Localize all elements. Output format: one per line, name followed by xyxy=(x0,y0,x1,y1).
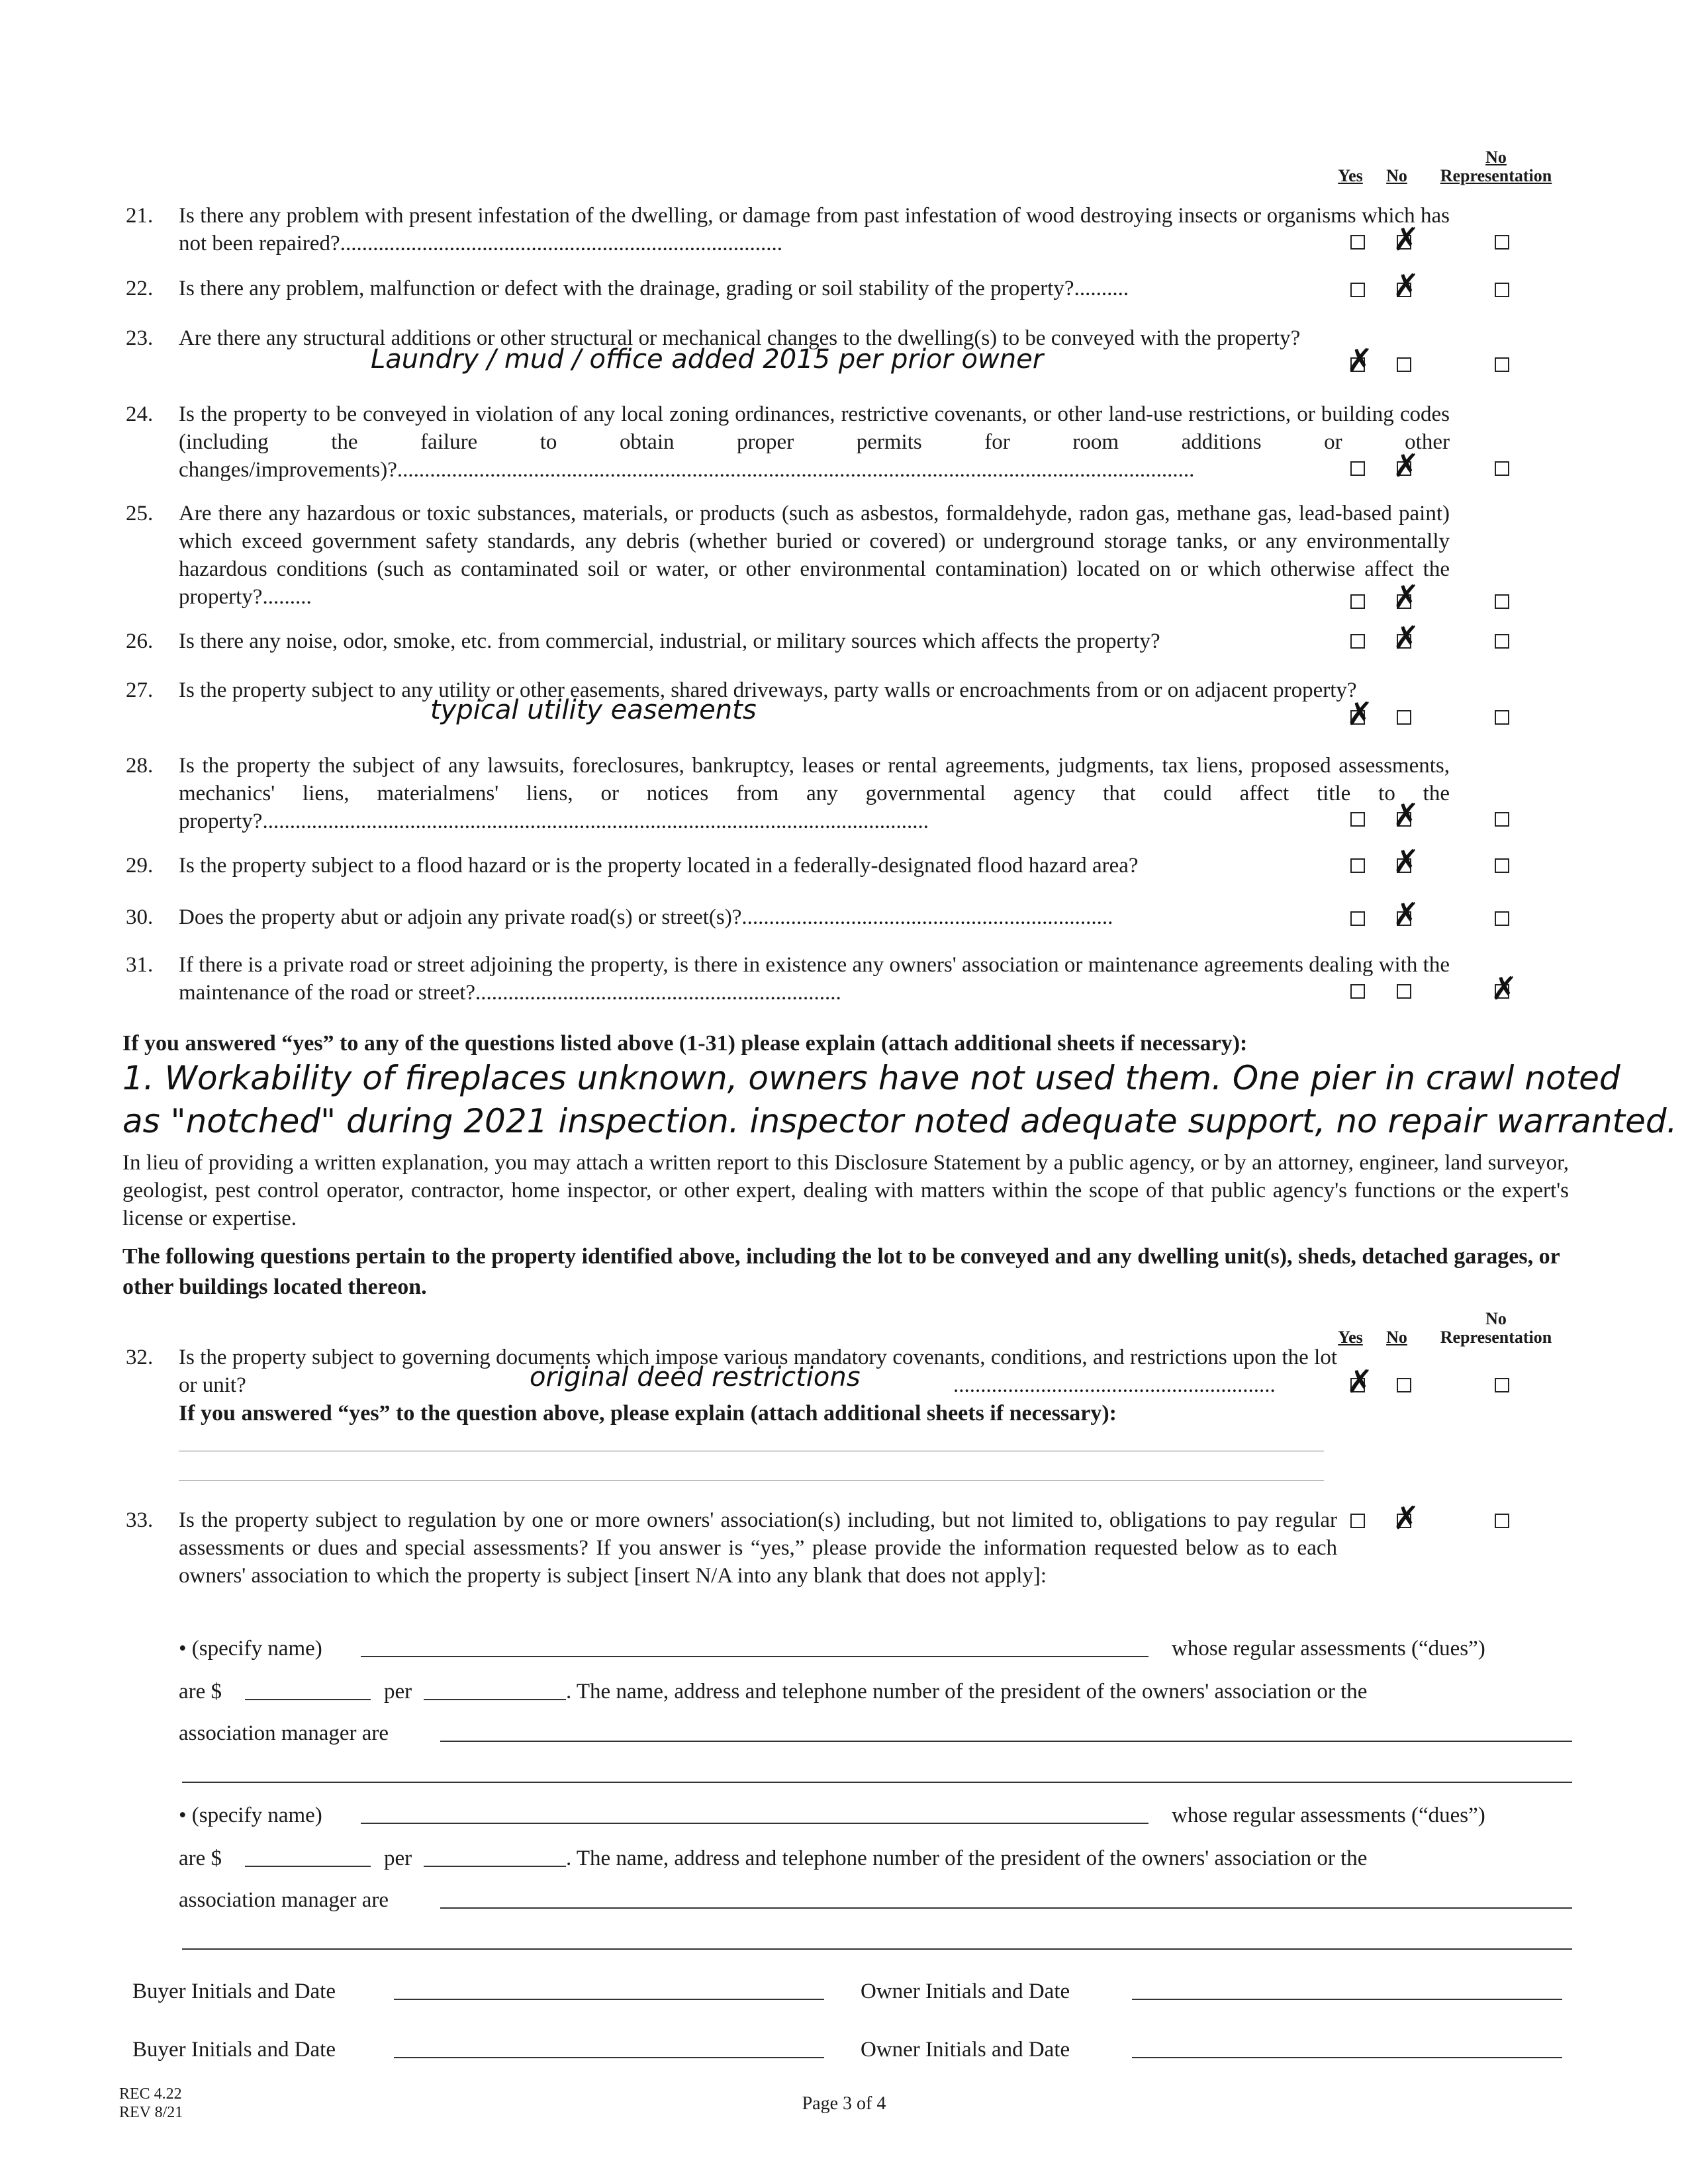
q29-yes-checkbox[interactable] xyxy=(1350,858,1365,873)
q28-yes-checkbox[interactable] xyxy=(1350,812,1365,827)
q27-yes-check-mark: ✗ xyxy=(1346,696,1374,733)
q22-no-rep-checkbox[interactable] xyxy=(1495,283,1509,297)
no-column-header: No xyxy=(1386,166,1407,185)
question-27-handwritten-answer: typical utility easements xyxy=(430,695,757,725)
q22-yes-checkbox[interactable] xyxy=(1350,283,1365,297)
q31-no-rep-check-mark: ✗ xyxy=(1491,970,1518,1007)
q28-no-rep-checkbox[interactable] xyxy=(1495,812,1509,827)
assoc2-name-address-text: . The name, address and telephone number of the president of the owners' association or the xyxy=(566,1846,1368,1870)
q24-no-rep-checkbox[interactable] xyxy=(1495,461,1509,476)
assoc2-name-field[interactable] xyxy=(361,1823,1149,1824)
assoc1-amount-field[interactable] xyxy=(245,1699,371,1700)
q23-no-rep-checkbox[interactable] xyxy=(1495,357,1509,372)
assoc1-name-address-text: . The name, address and telephone number of the president of the owners' association or the xyxy=(566,1680,1368,1704)
assoc2-specify-label: • (specify name) xyxy=(179,1803,322,1827)
explain-prompt: If you answered “yes” to any of the questions listed above (1-31) please explain (attach additional sheets if necessary): xyxy=(122,1031,1248,1056)
q32-no-rep-header-line2: Representation xyxy=(1440,1328,1552,1347)
q26-no-rep-checkbox[interactable] xyxy=(1495,634,1509,649)
q32-yes-check-mark: ✗ xyxy=(1346,1363,1374,1400)
q30-yes-checkbox[interactable] xyxy=(1350,911,1365,926)
buyer-initials-label-1: Buyer Initials and Date xyxy=(132,1979,336,2003)
q29-no-rep-checkbox[interactable] xyxy=(1495,858,1509,873)
assoc1-specify-label: • (specify name) xyxy=(179,1637,322,1661)
no-rep-header-line1: No xyxy=(1485,148,1507,167)
q30-no-rep-checkbox[interactable] xyxy=(1495,911,1509,926)
q21-no-check-mark: ✗ xyxy=(1393,221,1420,258)
form-number: REC 4.22 xyxy=(119,2085,182,2103)
explain-handwritten-line1: 1. Workability of fireplaces unknown, owners have not used them. One pier in crawl noted xyxy=(122,1059,1620,1097)
q23-yes-check-mark: ✗ xyxy=(1346,342,1374,379)
q32-no-checkbox[interactable] xyxy=(1397,1378,1411,1392)
assoc2-amount-field[interactable] xyxy=(245,1866,371,1867)
assoc2-manager-field-line2[interactable] xyxy=(182,1948,1572,1950)
form-revision: REV 8/21 xyxy=(119,2104,183,2121)
q28-no-check-mark: ✗ xyxy=(1393,797,1420,834)
q26-no-check-mark: ✗ xyxy=(1393,619,1420,657)
page-number: Page 3 of 4 xyxy=(802,2093,886,2114)
q22-no-check-mark: ✗ xyxy=(1393,267,1420,304)
owner-initials-field-1[interactable] xyxy=(1132,1999,1562,2000)
assoc2-manager-label: association manager are xyxy=(179,1888,389,1912)
assoc1-manager-field[interactable] xyxy=(440,1741,1572,1742)
q33-no-rep-checkbox[interactable] xyxy=(1495,1514,1509,1528)
assoc1-whose-label: whose regular assessments (“dues”) xyxy=(1172,1637,1485,1661)
q32-no-rep-checkbox[interactable] xyxy=(1495,1378,1509,1392)
question-32-dots: ........................................................... xyxy=(953,1373,1276,1397)
question-23-handwritten-answer: Laundry / mud / office added 2015 per prior owner xyxy=(371,344,1044,375)
q25-no-rep-checkbox[interactable] xyxy=(1495,594,1509,609)
owner-initials-field-2[interactable] xyxy=(1132,2057,1562,2058)
explain-handwritten-line2: as "notched" during 2021 inspection. inspector noted adequate support, no repair warranted. xyxy=(122,1102,1677,1140)
q29-no-check-mark: ✗ xyxy=(1393,843,1420,880)
q21-no-rep-checkbox[interactable] xyxy=(1495,235,1509,250)
q27-no-checkbox[interactable] xyxy=(1397,710,1411,725)
q30-no-check-mark: ✗ xyxy=(1393,896,1420,933)
q31-yes-checkbox[interactable] xyxy=(1350,984,1365,999)
assoc1-manager-field-line2[interactable] xyxy=(182,1782,1572,1783)
assoc1-manager-label: association manager are xyxy=(179,1721,389,1745)
question-32-handwritten-answer: original deed restrictions xyxy=(530,1362,861,1392)
owner-initials-label-2: Owner Initials and Date xyxy=(861,2038,1070,2062)
q32-no-header: No xyxy=(1386,1328,1407,1347)
q24-no-check-mark: ✗ xyxy=(1393,447,1420,484)
section-note: The following questions pertain to the property identified above, including the lot to be conveyed and any dwelling unit(s), sheds, detached garages, or other buildings located thereon. xyxy=(122,1244,1560,1299)
q33-yes-checkbox[interactable] xyxy=(1350,1514,1365,1528)
q25-no-check-mark: ✗ xyxy=(1393,578,1420,615)
assoc2-whose-label: whose regular assessments (“dues”) xyxy=(1172,1803,1485,1827)
assoc2-are-label: are $ xyxy=(179,1846,222,1870)
yes-column-header: Yes xyxy=(1338,166,1363,185)
assoc2-per-label: per xyxy=(384,1846,412,1870)
assoc2-manager-field[interactable] xyxy=(440,1907,1572,1909)
assoc2-period-field[interactable] xyxy=(424,1866,566,1867)
assoc1-per-label: per xyxy=(384,1680,412,1704)
assoc1-name-field[interactable] xyxy=(361,1656,1149,1657)
question-32-follow-up: If you answered “yes” to the question above, please explain (attach additional sheets if necessary): xyxy=(179,1401,1117,1426)
buyer-initials-field-2[interactable] xyxy=(394,2057,824,2058)
q26-yes-checkbox[interactable] xyxy=(1350,634,1365,649)
assoc1-period-field[interactable] xyxy=(424,1699,566,1700)
q32-no-rep-header-line1: No xyxy=(1485,1309,1507,1328)
q23-no-checkbox[interactable] xyxy=(1397,357,1411,372)
no-rep-header-line2: Representation xyxy=(1440,166,1552,185)
q21-yes-checkbox[interactable] xyxy=(1350,235,1365,250)
q24-yes-checkbox[interactable] xyxy=(1350,461,1365,476)
assoc1-are-label: are $ xyxy=(179,1680,222,1704)
q32-yes-header: Yes xyxy=(1338,1328,1363,1347)
q33-no-check-mark: ✗ xyxy=(1393,1500,1420,1537)
disclosure-page: Yes No No Representation 21. Is there any problem with present infestation of the dwelling, or damage from past infestation of wood destroying insects or organisms which has not been repaired?................................................................................. 22. Is there any problem, malfunction or defect with the drainage, grading or soil stability of the property?.......... 23. Are there any structural additions or other structural or mechanical changes to the dwelling(s) to be conveyed with the property? Laundry / mud / office added 2015 per prior owner 24. Is the property to be conveyed in violation of any local zoning ordinances, restrictive covenants, or other land-use restrictions, or building codes (including the failure to obtain proper permits for room additions or other changes/improvements)?.................................................................................................................................................. 25. Are there any hazardous or toxic substances, materials, or products (such as asbestos, formaldehyde, radon gas, methane gas, lead-based paint) which exceed government safety standards, any debris (whether buried or covered) or underground storage tanks, or any environmentally hazardous conditions (such as contaminated soil or water, or other environmental contamination) located on or which otherwise affect the property?......... 26. Is there any noise, odor, smoke, etc. from commercial, industrial, or military sources which affects the property? 27. Is the property subject to any utility or other easements, shared driveways, party walls or encroachments from or on adjacent property? typical utility easements 28. Is the property the subject of any lawsuits, foreclosures, bankruptcy, leases or rental agreements, judgments, tax liens, proposed assessments, mechanics' liens, materialmens' liens, or notices from any governmental agency that could affect title to the property?.......................................................................................................................... 29. Is the property subject to a flood hazard or is the property located in a federally-designated flood hazard area? 30. Does the property abut or adjoin any private road(s) or street(s)?.................................................................... 31. If there is a private road or street adjoining the property, is there in existence any owners' association or maintenance agreements dealing with the maintenance of the road or street?................................................................... ✗ ✗ ✗ ✗ ✗ ✗ ✗ ✗ ✗ ✗ ✗ If you answered “yes” to any of the questions listed above (1-31) please explain (attach additional sheets if necessary): 1. Workability of fireplaces unknown, owners have not used them. One pier in crawl noted as "notched" during 2021 inspection. inspector noted adequate support, no repair warranted. In lieu of providing a written explanation, you may attach a written report to this Disclosure Statement by a public agency, or by an attorney, engineer, land surveyor, geologist, pest control operator, contractor, home inspector, or other expert, dealing with matters within the scope of that public agency's functions or the expert's license or expertise. The following questions pertain to the property identified above, including the lot to be conveyed and any dwelling unit(s), sheds, detached garages, or other buildings located thereon. Yes No No Representation 32. Is the property subject to governing documents which impose various mandatory covenants, conditions, and restrictions upon the lot or unit? original deed restrictions ........................................................... If you answered “yes” to the question above, please explain (attach additional sheets if necessary): ✗ 33. Is the property subject to regulation by one or more owners' association(s) including, but not limited to, obligations to pay regular assessments or dues and special assessments? If you answer is “yes,” please provide the information requested below as to each owners' association to which the property is subject [insert N/A into any blank that does not apply]: ✗ • (specify name) whose regular assessments (“dues”) are $ per . The name, address and telephone number of the president of the owners' association or the association manager are • (specify name) whose regular assessments (“dues”) are $ per . The name, address and telephone number of the president of the owners' association or the association manager are Buyer Initials and Date Owner Initials and Date Buyer Initials and Date Owner Initials and Date REC 4.22 REV 8/21 Page 3 of 4 xyxy=(0,0,1688,2184)
question-23-text: Are there any structural additions or other structural or mechanical changes to the dwelling(s) to be conveyed with the property? xyxy=(179,326,1301,350)
buyer-initials-label-2: Buyer Initials and Date xyxy=(132,2038,336,2062)
lieu-paragraph: In lieu of providing a written explanation, you may attach a written report to this Disclosure Statement by a public agency, or by an attorney, engineer, land surveyor, geologist, pest control operator, contractor, home inspector, or other expert, dealing with matters within the scope of that public agency's functions or the expert's license or expertise. xyxy=(122,1151,1569,1230)
buyer-initials-field-1[interactable] xyxy=(394,1999,824,2000)
q25-yes-checkbox[interactable] xyxy=(1350,594,1365,609)
q27-no-rep-checkbox[interactable] xyxy=(1495,710,1509,725)
owner-initials-label-1: Owner Initials and Date xyxy=(861,1979,1070,2003)
q31-no-checkbox[interactable] xyxy=(1397,984,1411,999)
